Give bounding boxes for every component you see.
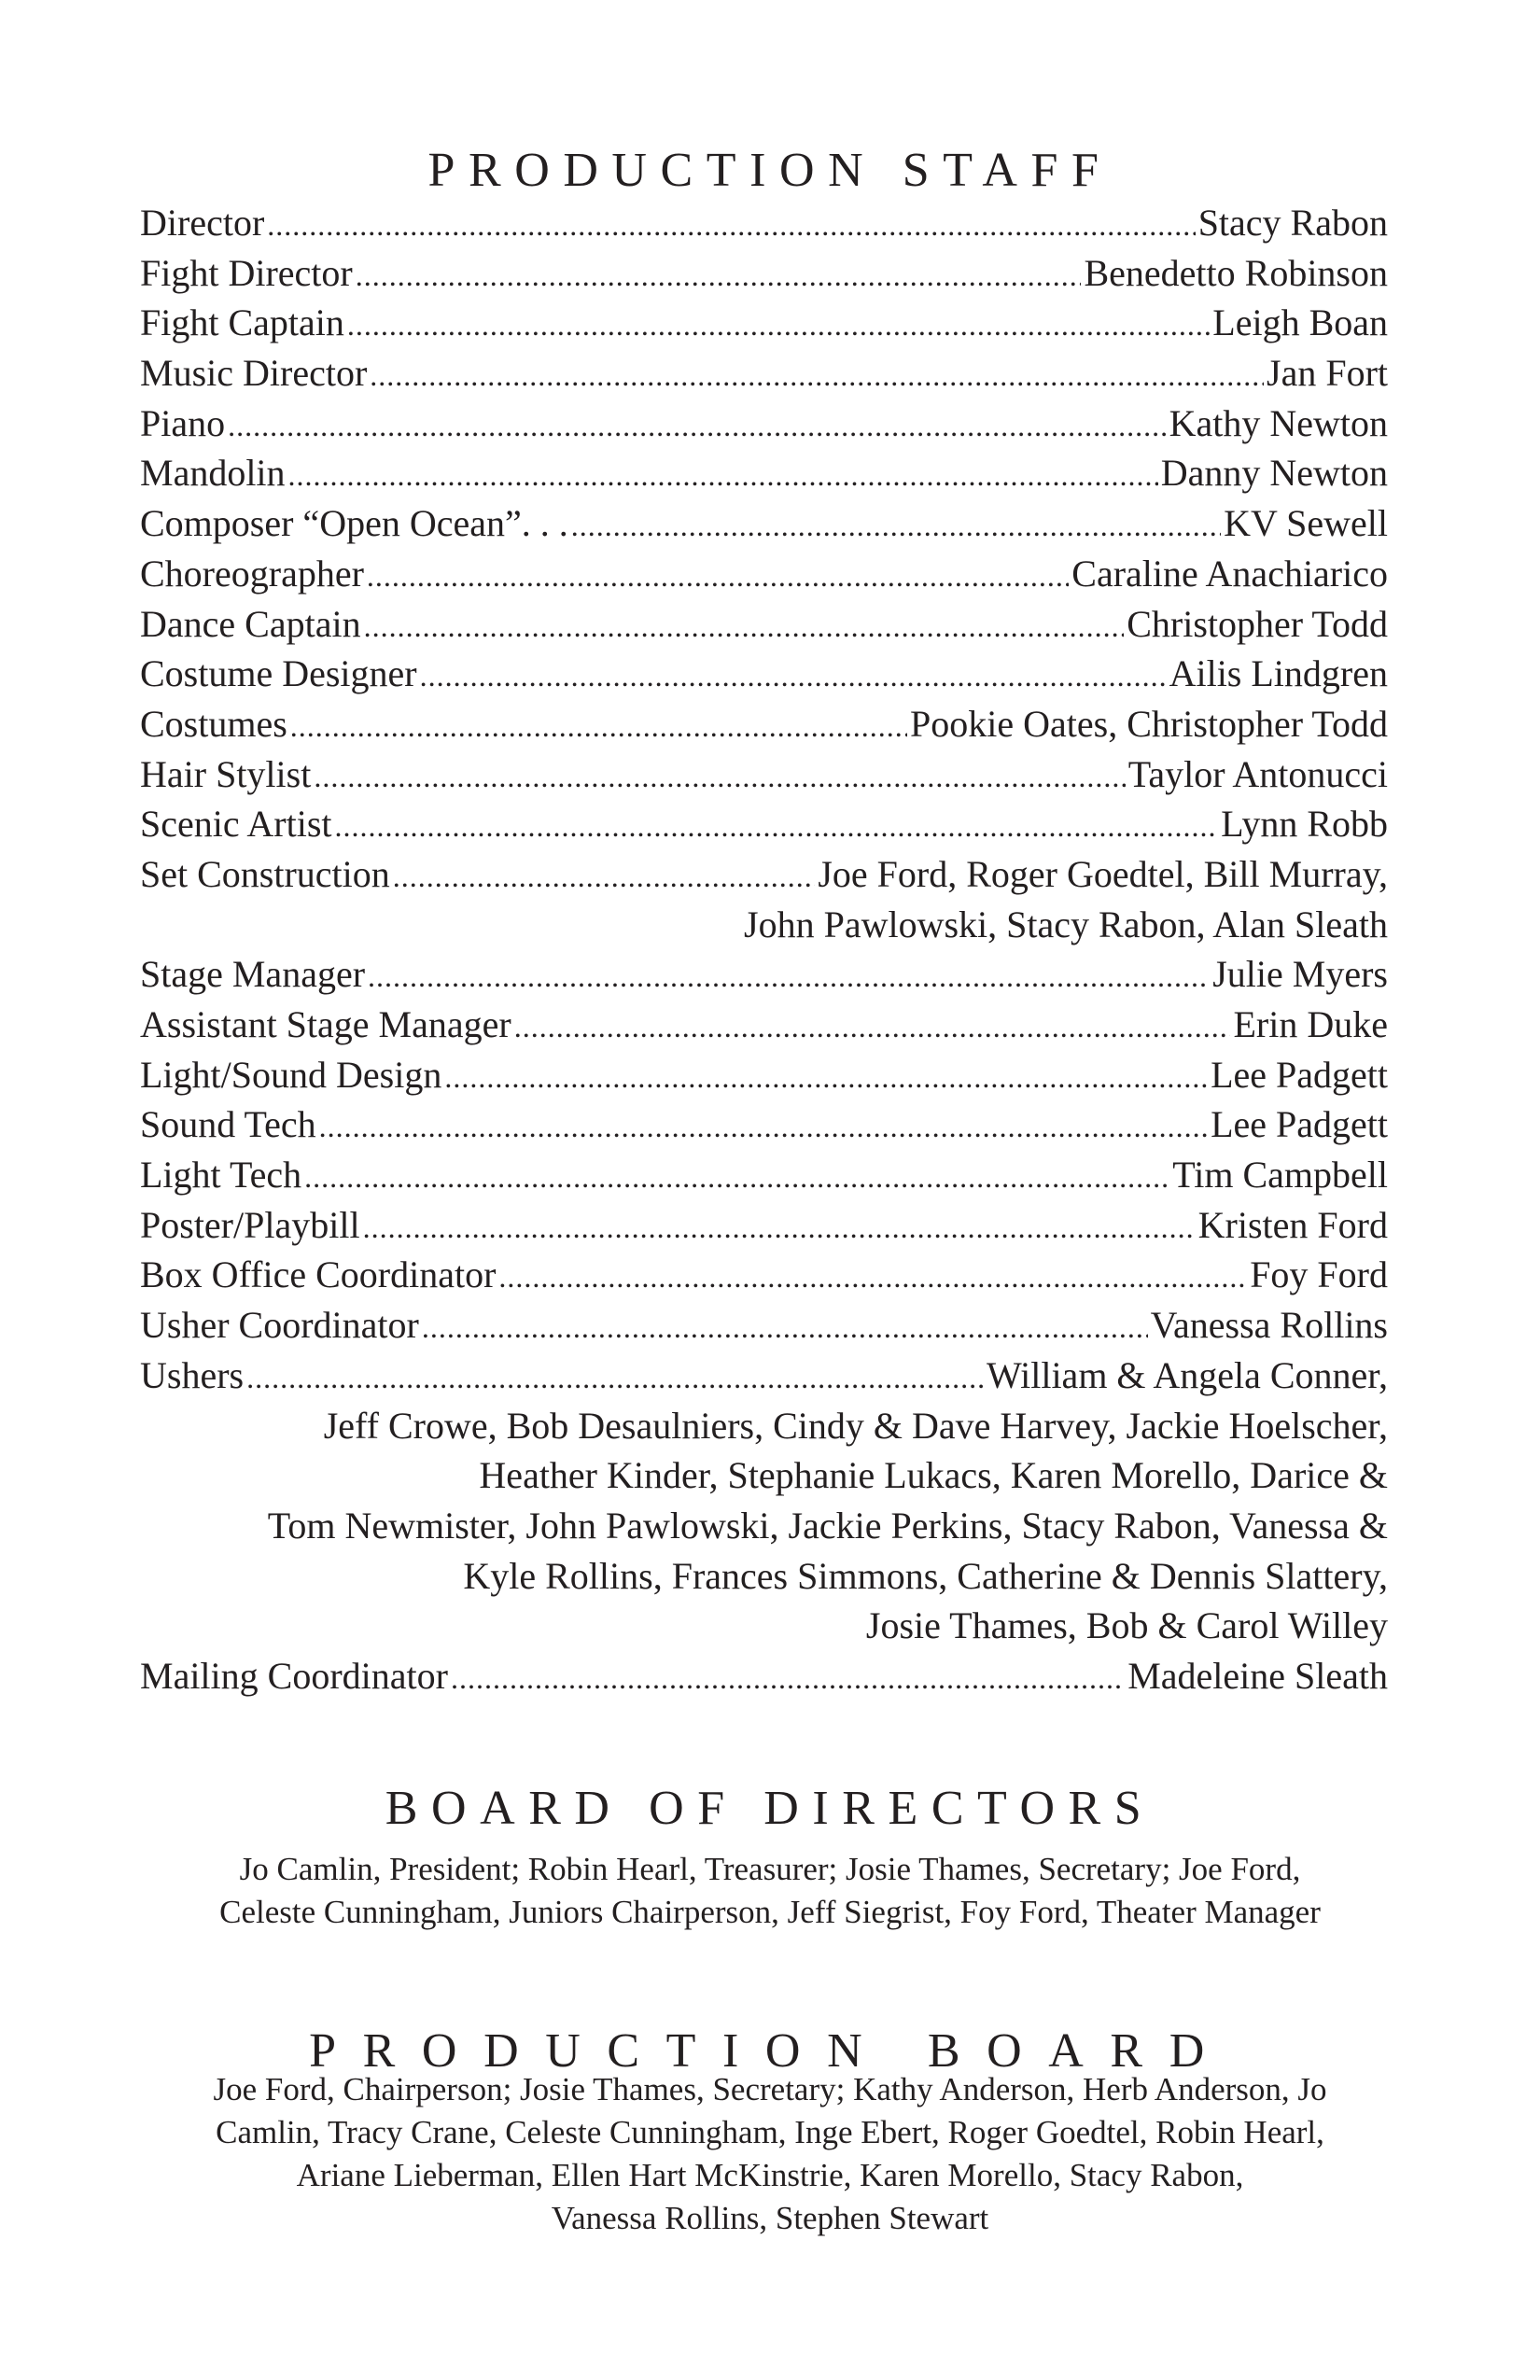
- staff-name: Taylor Antonucci: [1127, 752, 1388, 795]
- staff-role: Fight Director: [140, 251, 353, 294]
- staff-name: Lee Padgett: [1211, 1053, 1388, 1096]
- staff-role: Light Tech: [140, 1154, 302, 1197]
- staff-row: [140, 248, 1388, 299]
- production-staff-list: [140, 198, 1388, 1701]
- dot-leader: [368, 952, 1210, 1002]
- production-board-line: Joe Ford, Chairperson; Josie Thames, Secretary; Kathy Anderson, Herb Anderson, Jo: [213, 2071, 1327, 2107]
- dot-leader: [363, 1203, 1196, 1253]
- staff-name: Lynn Robb: [1221, 803, 1388, 846]
- staff-role: Costumes: [140, 702, 287, 745]
- dot-leader: [288, 451, 1158, 501]
- staff-role: Hair Stylist: [140, 752, 312, 795]
- board-of-directors-line: Celeste Cunningham, Juniors Chairperson, Jeff Siegrist, Foy Ford, Theater Manager: [219, 1894, 1321, 1930]
- staff-name: Leigh Boan: [1212, 301, 1388, 344]
- staff-name-continuation: Josie Thames, Bob & Carol Willey: [865, 1604, 1388, 1647]
- staff-name-continuation: Kyle Rollins, Frances Simmons, Catherine & Dennis Slattery,: [463, 1554, 1388, 1597]
- staff-row: [140, 1300, 1388, 1351]
- staff-name: Julie Myers: [1212, 953, 1388, 996]
- staff-role: Poster/Playbill: [140, 1203, 360, 1246]
- staff-role: Director: [140, 202, 265, 244]
- staff-role: Set Construction: [140, 852, 390, 895]
- staff-role: Fight Captain: [140, 301, 344, 344]
- dot-leader: [304, 1153, 1169, 1203]
- staff-row: [140, 198, 1388, 248]
- staff-name: Erin Duke: [1233, 1003, 1388, 1045]
- staff-row: [140, 849, 1388, 900]
- staff-name: Pookie Oates, Christopher Todd: [910, 702, 1388, 745]
- dot-leader: [422, 1303, 1148, 1353]
- dot-leader: [451, 1654, 1125, 1704]
- staff-name: Benedetto Robinson: [1084, 251, 1388, 294]
- production-board-line: Ariane Lieberman, Ellen Hart McKinstrie, Karen Morello, Stacy Rabon,: [296, 2157, 1244, 2193]
- staff-role: Scenic Artist: [140, 803, 332, 846]
- dot-leader: [364, 602, 1125, 652]
- production-staff-heading: PRODUCTION STAFF: [427, 144, 1113, 197]
- staff-row: [140, 699, 1388, 749]
- staff-name: Christopher Todd: [1127, 602, 1388, 645]
- dot-leader: [444, 1053, 1208, 1103]
- staff-row: [140, 1200, 1388, 1251]
- staff-name: William & Angela Conner,: [986, 1353, 1388, 1396]
- dot-leader: [367, 552, 1069, 602]
- staff-row: [140, 549, 1388, 599]
- staff-row: [140, 649, 1388, 699]
- production-board-heading: PRODUCTION BOARD: [309, 2024, 1231, 2078]
- dot-leader: [393, 852, 816, 903]
- production-board-text: [121, 2068, 1419, 2240]
- staff-name-continuation: Tom Newmister, John Pawlowski, Jackie Perkins, Stacy Rabon, Vanessa &: [267, 1504, 1388, 1547]
- dot-leader: [246, 1353, 984, 1404]
- dot-leader: [498, 1253, 1247, 1303]
- dot-leader: [420, 651, 1167, 702]
- staff-row: [140, 1651, 1388, 1701]
- staff-role: Choreographer: [140, 552, 364, 595]
- staff-row: [140, 448, 1388, 498]
- staff-name: Kathy Newton: [1169, 401, 1388, 444]
- staff-role: Sound Tech: [140, 1103, 316, 1146]
- dot-leader: [290, 702, 907, 752]
- staff-role: Ushers: [140, 1353, 245, 1396]
- staff-role: Usher Coordinator: [140, 1304, 419, 1347]
- staff-row: [140, 599, 1388, 650]
- staff-name-continuation: John Pawlowski, Stacy Rabon, Alan Sleath: [744, 903, 1388, 945]
- staff-name: Tim Campbell: [1172, 1154, 1388, 1197]
- staff-role: Assistant Stage Manager: [140, 1003, 511, 1045]
- staff-name: KV Sewell: [1224, 502, 1388, 545]
- staff-name: Kristen Ford: [1197, 1203, 1388, 1246]
- board-of-directors-line: Jo Camlin, President; Robin Hearl, Treasurer; Josie Thames, Secretary; Joe Ford,: [239, 1851, 1301, 1887]
- staff-row: [140, 949, 1388, 1000]
- dot-leader: [267, 201, 1195, 251]
- staff-row: [140, 1050, 1388, 1100]
- staff-role: Costume Designer: [140, 652, 417, 695]
- staff-name: Ailis Lindgren: [1169, 652, 1388, 695]
- dot-leader: [314, 752, 1125, 803]
- staff-name: Madeleine Sleath: [1127, 1654, 1388, 1697]
- dot-leader: [228, 401, 1166, 452]
- dot-leader: [370, 351, 1264, 401]
- staff-row: [140, 348, 1388, 399]
- staff-role: Dance Captain: [140, 602, 361, 645]
- dot-leader: [347, 301, 1210, 351]
- staff-role: Stage Manager: [140, 953, 366, 996]
- staff-role: Mailing Coordinator: [140, 1654, 448, 1697]
- staff-role: Mandolin: [140, 452, 286, 495]
- staff-name: Stacy Rabon: [1197, 202, 1388, 244]
- staff-row: [140, 799, 1388, 849]
- staff-name: Vanessa Rollins: [1150, 1304, 1388, 1347]
- staff-row: [140, 1099, 1388, 1150]
- dot-leader: [356, 251, 1082, 301]
- staff-role: Light/Sound Design: [140, 1053, 442, 1096]
- staff-name: Caraline Anachiarico: [1071, 552, 1388, 595]
- staff-name-continuation: Heather Kinder, Stephanie Lukacs, Karen Morello, Darice &: [479, 1454, 1388, 1497]
- staff-role: Piano: [140, 401, 226, 444]
- production-board-line: Vanessa Rollins, Stephen Stewart: [551, 2200, 989, 2236]
- board-of-directors-heading: BOARD OF DIRECTORS: [385, 1782, 1155, 1835]
- staff-name: Danny Newton: [1160, 452, 1388, 495]
- staff-name: Joe Ford, Roger Goedtel, Bill Murray,: [818, 852, 1388, 895]
- staff-row: [140, 1351, 1388, 1401]
- staff-role: Composer “Open Ocean”. . .: [140, 502, 568, 545]
- staff-name: Lee Padgett: [1211, 1103, 1388, 1146]
- dot-leader: [335, 802, 1219, 852]
- dot-leader: [319, 1102, 1208, 1153]
- staff-role: Box Office Coordinator: [140, 1253, 497, 1296]
- staff-row: [140, 1000, 1388, 1050]
- staff-row: [140, 1150, 1388, 1200]
- staff-row: [140, 749, 1388, 800]
- staff-row: [140, 498, 1388, 549]
- staff-row: [140, 399, 1388, 449]
- dot-leader: [514, 1002, 1231, 1053]
- board-of-directors-text: [121, 1848, 1419, 1934]
- production-board-line: Camlin, Tracy Crane, Celeste Cunningham, Inge Ebert, Roger Goedtel, Robin Hearl,: [216, 2114, 1324, 2150]
- staff-name-continuation: Jeff Crowe, Bob Desaulniers, Cindy & Dave Harvey, Jackie Hoelscher,: [323, 1404, 1388, 1447]
- staff-name: Foy Ford: [1250, 1253, 1388, 1296]
- staff-name: Jan Fort: [1267, 352, 1388, 395]
- staff-row: [140, 1250, 1388, 1300]
- staff-role: Music Director: [140, 352, 368, 395]
- dot-leader: [571, 501, 1221, 552]
- staff-row: [140, 298, 1388, 348]
